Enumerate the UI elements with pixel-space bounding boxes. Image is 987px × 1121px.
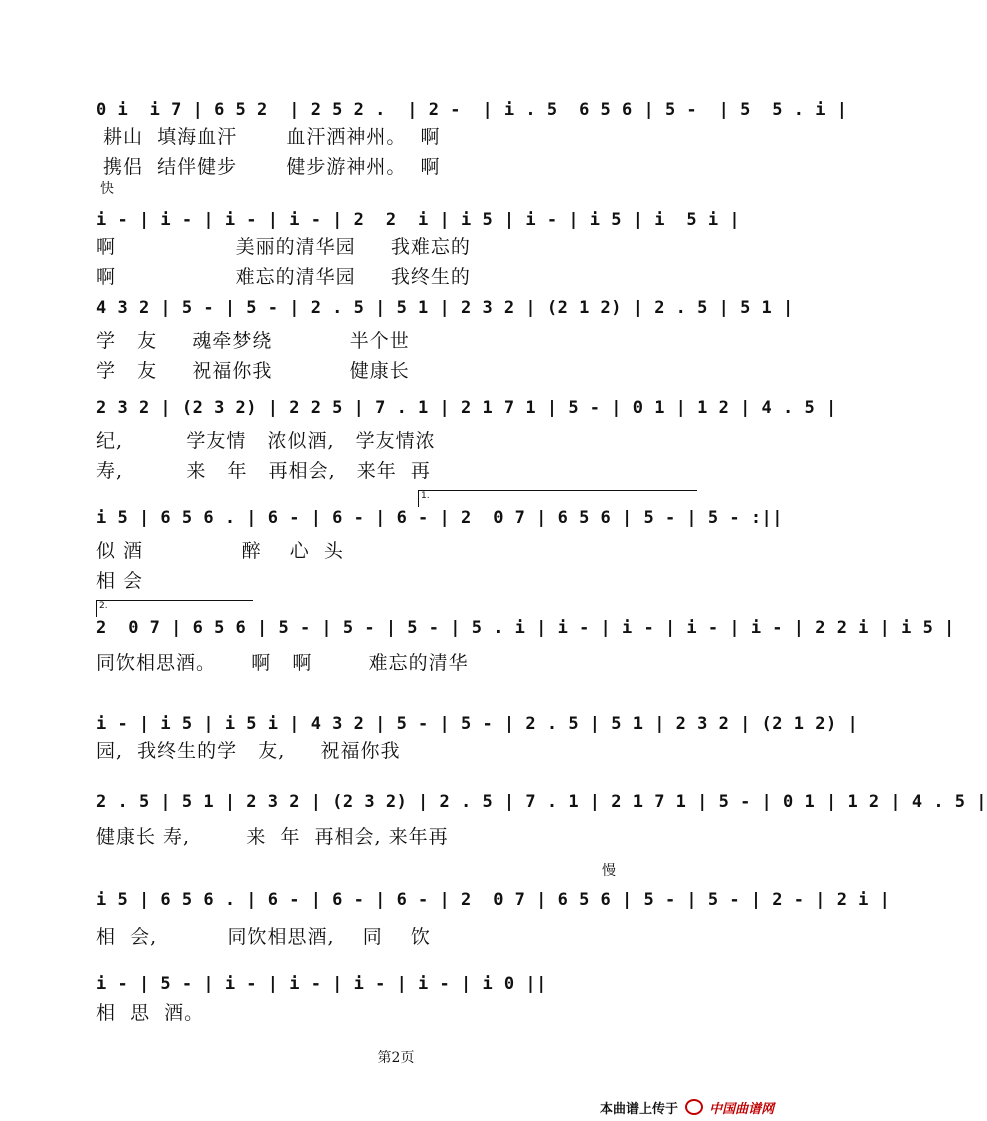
lyric-verse-2: 携侣 结伴健步 健步游神州。 啊 [96, 156, 441, 178]
notes-text: 2 0 7 | 6 5 6 | 5 - | 5 - | 5 - | 5 . i | i - | i - | i - | i - | 2 2 i | i 5 | [96, 618, 955, 638]
notes-text: 4 3 2 | 5 - | 5 - | 2 . 5 | 5 1 | 2 3 2 | (2 1 2) | 2 . 5 | 5 1 | [96, 298, 794, 318]
notes-text: i - | i 5 | i 5 i | 4 3 2 | 5 - | 5 - | 2 . 5 | 5 1 | 2 3 2 | (2 1 2) | [96, 714, 859, 734]
lyric-verse-2: 寿, 来 年 再相会, 来年 再 [96, 460, 431, 482]
notation-line [96, 496, 784, 540]
notation-line [96, 780, 987, 824]
lyric-verse-1: 同饮相思酒。 啊 啊 难忘的清华 [96, 652, 469, 674]
notes-text: i - | i - | i - | i - | 2 2 i | i 5 | i - | i 5 | i 5 i | [96, 210, 741, 230]
lyric-verse-1: 园, 我终生的学 友, 祝福你我 [96, 740, 401, 762]
notation-line [96, 878, 891, 922]
lyric-verse-2: 啊 难忘的清华园 我终生的 [96, 266, 471, 288]
notes-text: i - | 5 - | i - | i - | i - | i - | i 0 || [96, 974, 547, 994]
lyric-verse-2: 学 友 祝福你我 健康长 [96, 360, 410, 382]
lyric-verse-2: 相 会 [96, 570, 144, 592]
lyric-verse-1: 纪, 学友情 浓似酒, 学友情浓 [96, 430, 436, 452]
notes-text: i 5 | 6 5 6 . | 6 - | 6 - | 6 - | 2 0 7 | 6 5 6 | 5 - | 5 - :|| [96, 508, 784, 528]
footer-prefix: 本曲谱上传于 [600, 1102, 679, 1117]
notes-text: 0 i i 7 | 6 5 2 | 2 5 2 . | 2 - | i . 5 6 5 6 | 5 - | 5 5 . i | [96, 100, 848, 120]
score-system-10 [0, 962, 792, 1102]
lyric-verse-1: 相 思 酒。 [96, 1002, 205, 1024]
page-number: 第2页 [377, 1050, 415, 1066]
tempo-marking: 慢 [602, 863, 616, 879]
site-brand-name: 中国曲谱网 [709, 1102, 775, 1117]
lyric-verse-1: 学 友 魂牵梦绕 半个世 [96, 330, 410, 352]
notation-line [96, 606, 955, 650]
notation-line [96, 386, 837, 430]
tempo-marking: 快 [100, 181, 114, 197]
site-logo-icon [685, 1099, 703, 1115]
volta-1-label: 1. [421, 491, 430, 501]
notes-text: 2 3 2 | (2 3 2) | 2 2 5 | 7 . 1 | 2 1 7 1 | 5 - | 0 1 | 1 2 | 4 . 5 | [96, 398, 837, 418]
lyric-verse-1: 耕山 填海血汗 血汗洒神州。 啊 [96, 126, 441, 148]
lyric-verse-1: 健康长 寿, 来 年 再相会, 来年再 [96, 826, 449, 848]
lyric-verse-1: 似 酒 醉 心 头 [96, 540, 344, 562]
lyric-verse-1: 啊 美丽的清华园 我难忘的 [96, 236, 471, 258]
notes-text: i 5 | 6 5 6 . | 6 - | 6 - | 6 - | 2 0 7 | 6 5 6 | 5 - | 5 - | 2 - | 2 i | [96, 890, 891, 910]
notation-line [96, 286, 794, 330]
lyric-verse-1: 相 会, 同饮相思酒, 同 饮 [96, 926, 431, 948]
volta-2-label: 2. [99, 601, 108, 611]
notes-text: 2 . 5 | 5 1 | 2 3 2 | (2 3 2) | 2 . 5 | 7 . 1 | 2 1 7 1 | 5 - | 0 1 | 1 2 | 4 . 5 | [96, 792, 987, 812]
source-footer [600, 1098, 774, 1117]
